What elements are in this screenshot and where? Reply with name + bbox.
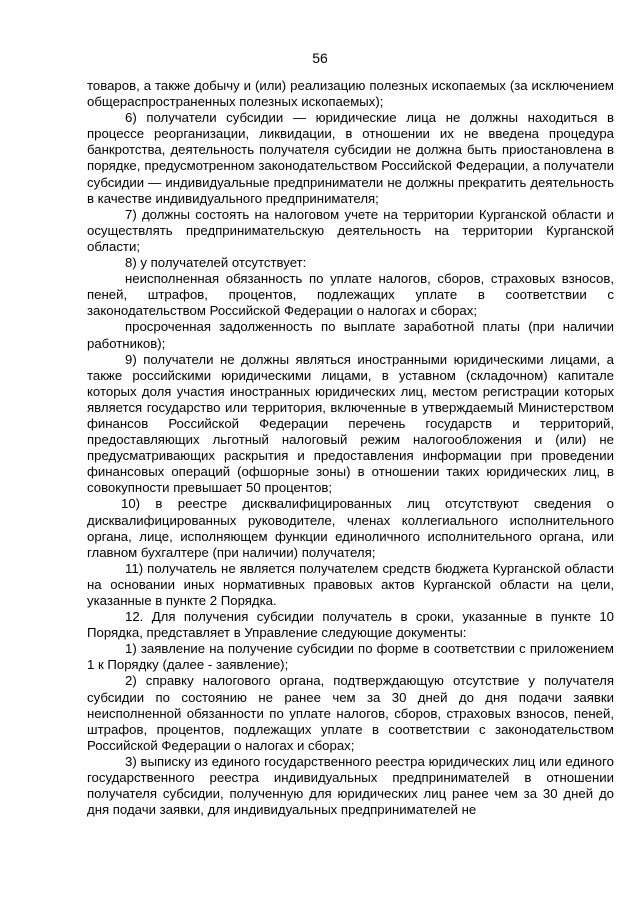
paragraph-item-8-wage-debt: просроченная задолженность по выплате заработной платы (при наличии работников); [87,319,614,351]
paragraph-doc-2: 2) справку налогового органа, подтверждающую отсутствие у получателя субсидии по состоянию не ранее чем за 30 дней до дня подачи заявки неисполненной обязанности по уплате налогов, сборов, страховых взносов, пеней, штрафов, процентов, подлежащих уплате в соответствии с законодательством Российской Федерации о налогах и сборах; [87,673,614,753]
paragraph-item-6: 6) получатели субсидии — юридические лица не должны находиться в процессе реорганизации, ликвидации, в отношении их не введена процедура банкротства, деятельность получателя субсидии не должна быть приостановлена в порядке, предусмотренном законодательством Российской Федерации, а получатели субсидии — индивидуальные предприниматели не должны прекратить деятельность в качестве индивидуального предпринимателя; [87,110,614,206]
document-body [87,78,614,818]
paragraph-item-10: 10) в реестре дисквалифицированных лиц отсутствуют сведения о дисквалифицированных руководителе, членах коллегиального исполнительного органа, лице, исполняющем функции единоличного исполнительного органа, или главном бухгалтере (при наличии) получателя; [87,496,614,560]
paragraph-continuation: товаров, а также добычу и (или) реализацию полезных ископаемых (за исключением общераспространенных полезных ископаемых); [87,78,614,110]
paragraph-section-12: 12. Для получения субсидии получатель в сроки, указанные в пункте 10 Порядка, представляет в Управление следующие документы: [87,609,614,641]
page-number: 56 [312,50,328,66]
paragraph-doc-3: 3) выписку из единого государственного реестра юридических лиц или единого государственного реестра индивидуальных предпринимателей в отношении получателя субсидии, полученную для юридических лиц ранее чем за 30 дней до дня подачи заявки, для индивидуальных предпринимателей не [87,753,614,818]
paragraph-item-9: 9) получатели не должны являться иностранными юридическими лицами, а также российскими юридическими лицами, в уставном (складочном) капитале которых доля участия иностранных юридических лиц, местом регистрации которых является государство или территория, включенные в утверждаемый Министерством финансов Российской Федерации перечень государств и территорий, предоставляющих льготный налоговый режим налогообложения и (или) не предусматривающих раскрытия и предоставления информации при проведении финансовых операций (офшорные зоны) в отношении таких юридических лиц, в совокупности превышает 50 процентов; [87,351,614,496]
paragraph-item-8: 8) у получателей отсутствует: [125,255,307,271]
paragraph-item-11: 11) получатель не является получателем средств бюджета Курганской области на основании иных нормативных правовых актов Курганской области на цели, указанные в пункте 2 Порядка. [87,560,614,608]
paragraph-item-7: 7) должны состоять на налоговом учете на территории Курганской области и осуществлять предпринимательскую деятельность на территории Курганской области; [87,206,614,254]
paragraph-doc-1: 1) заявление на получение субсидии по форме в соответствии с приложением 1 к Порядку (далее - заявление); [87,641,614,673]
paragraph-item-8-tax-debt: неисполненная обязанность по уплате налогов, сборов, страховых взносов, пеней, штрафов, процентов, подлежащих уплате в соответствии с законодательством Российской Федерации о налогах и сборах; [87,271,614,319]
